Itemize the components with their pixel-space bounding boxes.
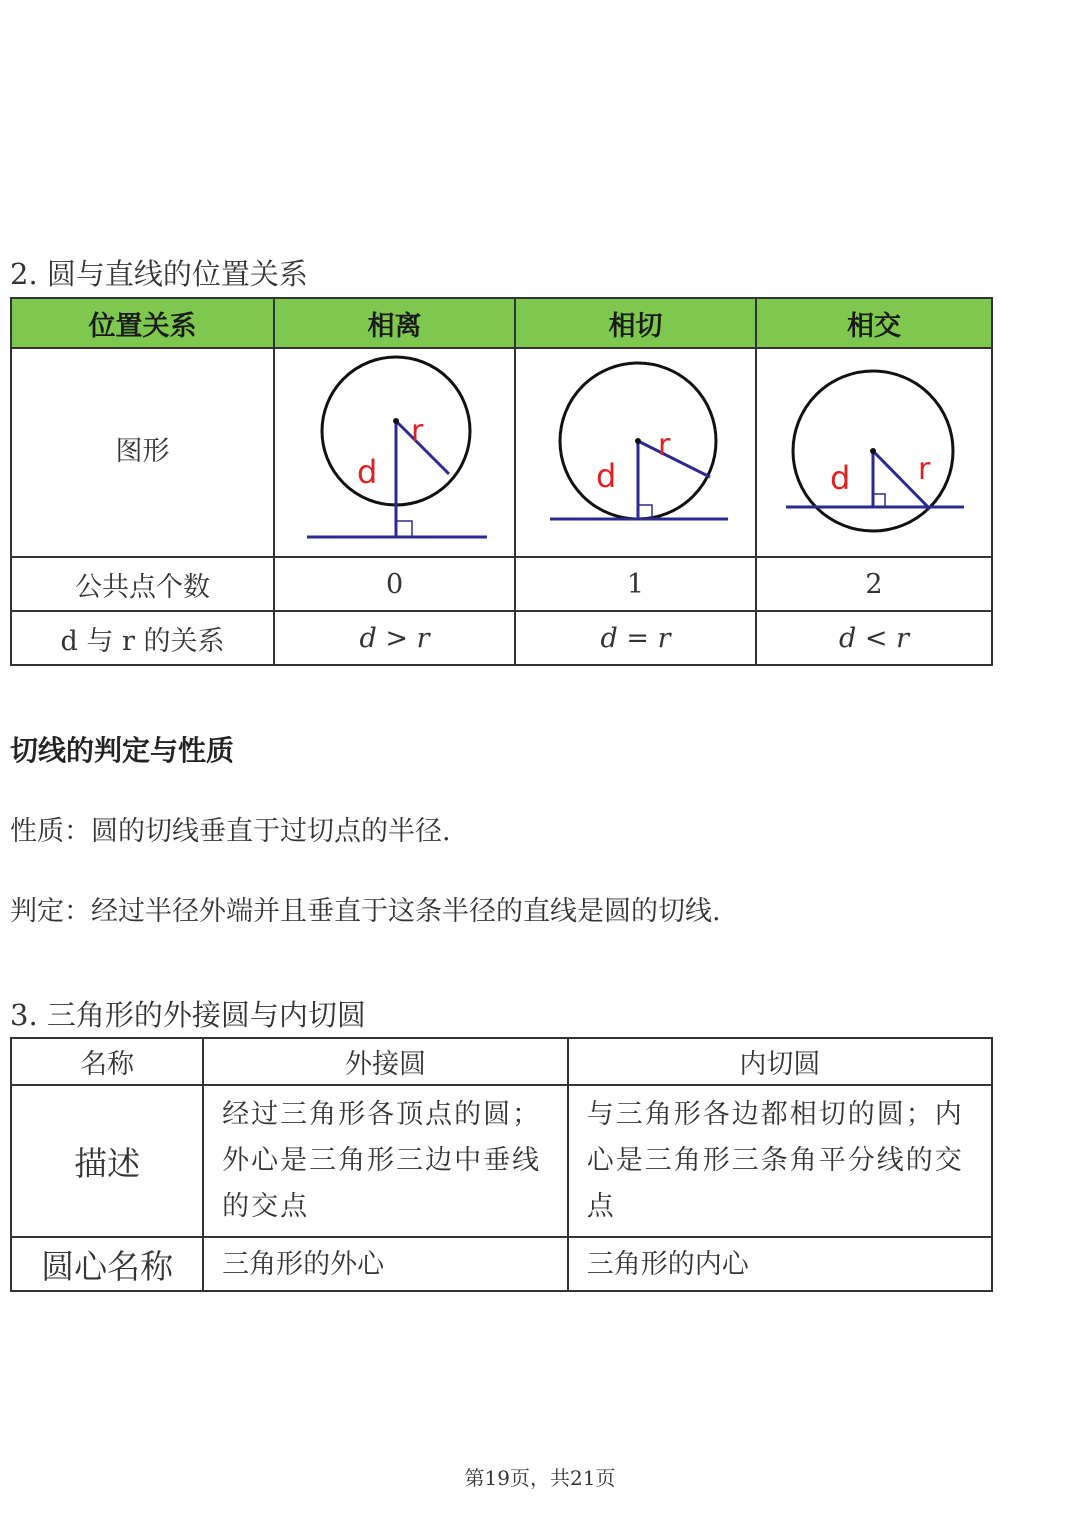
center-outer-cell: 三角形的外心: [203, 1237, 568, 1291]
relation-cell: d > r: [274, 611, 515, 665]
row-label: 圆心名称: [11, 1237, 203, 1291]
table-row: [11, 1085, 992, 1237]
count-cell: 1: [515, 557, 756, 611]
label-r: r: [657, 428, 670, 463]
right-angle-mark: [396, 521, 412, 537]
count-cell: 0: [274, 557, 515, 611]
row-label: 公共点个数: [11, 557, 274, 611]
section3-title: 3. 三角形的外接圆与内切圆: [10, 998, 366, 1032]
circle-separate-figure: [277, 349, 513, 549]
circle-intersect-figure: [758, 349, 990, 549]
page-footer: 第19页，共21页: [464, 1466, 616, 1490]
header-cell: 相切: [515, 298, 756, 348]
row-label: 图形: [11, 348, 274, 557]
label-r: r: [918, 452, 931, 487]
header-cell: 外接圆: [203, 1038, 568, 1085]
desc-inner-cell: 与三角形各边都相切的圆；内心是三角形三条角平分线的交点: [568, 1085, 992, 1237]
row-label: 描述: [11, 1085, 203, 1237]
table-row: [11, 557, 992, 611]
figure-cell-separate: [274, 348, 515, 557]
table-row: [11, 348, 992, 557]
relation-cell: d = r: [515, 611, 756, 665]
figure-cell-tangent: [515, 348, 756, 557]
section2-title: 2. 圆与直线的位置关系: [10, 257, 308, 291]
label-r: r: [410, 414, 423, 449]
center-inner-cell: 三角形的内心: [568, 1237, 992, 1291]
figure-cell-intersect: [756, 348, 992, 557]
header-cell: 相交: [756, 298, 992, 348]
label-d: d: [595, 457, 616, 495]
tangent-criterion: 判定：经过半径外端并且垂直于这条半径的直线是圆的切线.: [10, 896, 721, 927]
center-point: [870, 448, 876, 454]
label-d: d: [356, 453, 377, 491]
relation-cell: d < r: [756, 611, 992, 665]
row-label: d 与 r 的关系: [11, 611, 274, 665]
table-row: [11, 611, 992, 665]
circle-tangent-figure: [518, 349, 754, 549]
header-cell: 内切圆: [568, 1038, 992, 1085]
header-cell: 相离: [274, 298, 515, 348]
header-cell: 名称: [11, 1038, 203, 1085]
center-point: [393, 418, 399, 424]
label-d: d: [830, 459, 851, 497]
desc-outer-cell: 经过三角形各顶点的圆；外心是三角形三边中垂线的交点: [203, 1085, 568, 1237]
right-angle-mark: [873, 494, 885, 507]
tangent-title: 切线的判定与性质: [10, 734, 235, 767]
table-header-row: [11, 1038, 992, 1085]
count-cell: 2: [756, 557, 992, 611]
triangle-circle-table: [10, 1037, 993, 1292]
radius-segment: [638, 441, 710, 477]
table-header-row: [11, 298, 992, 348]
circle-line-table: [10, 297, 993, 666]
header-cell: 位置关系: [11, 298, 274, 348]
center-point: [635, 438, 641, 444]
table-row: [11, 1237, 992, 1291]
tangent-property: 性质：圆的切线垂直于过切点的半径.: [10, 816, 451, 847]
